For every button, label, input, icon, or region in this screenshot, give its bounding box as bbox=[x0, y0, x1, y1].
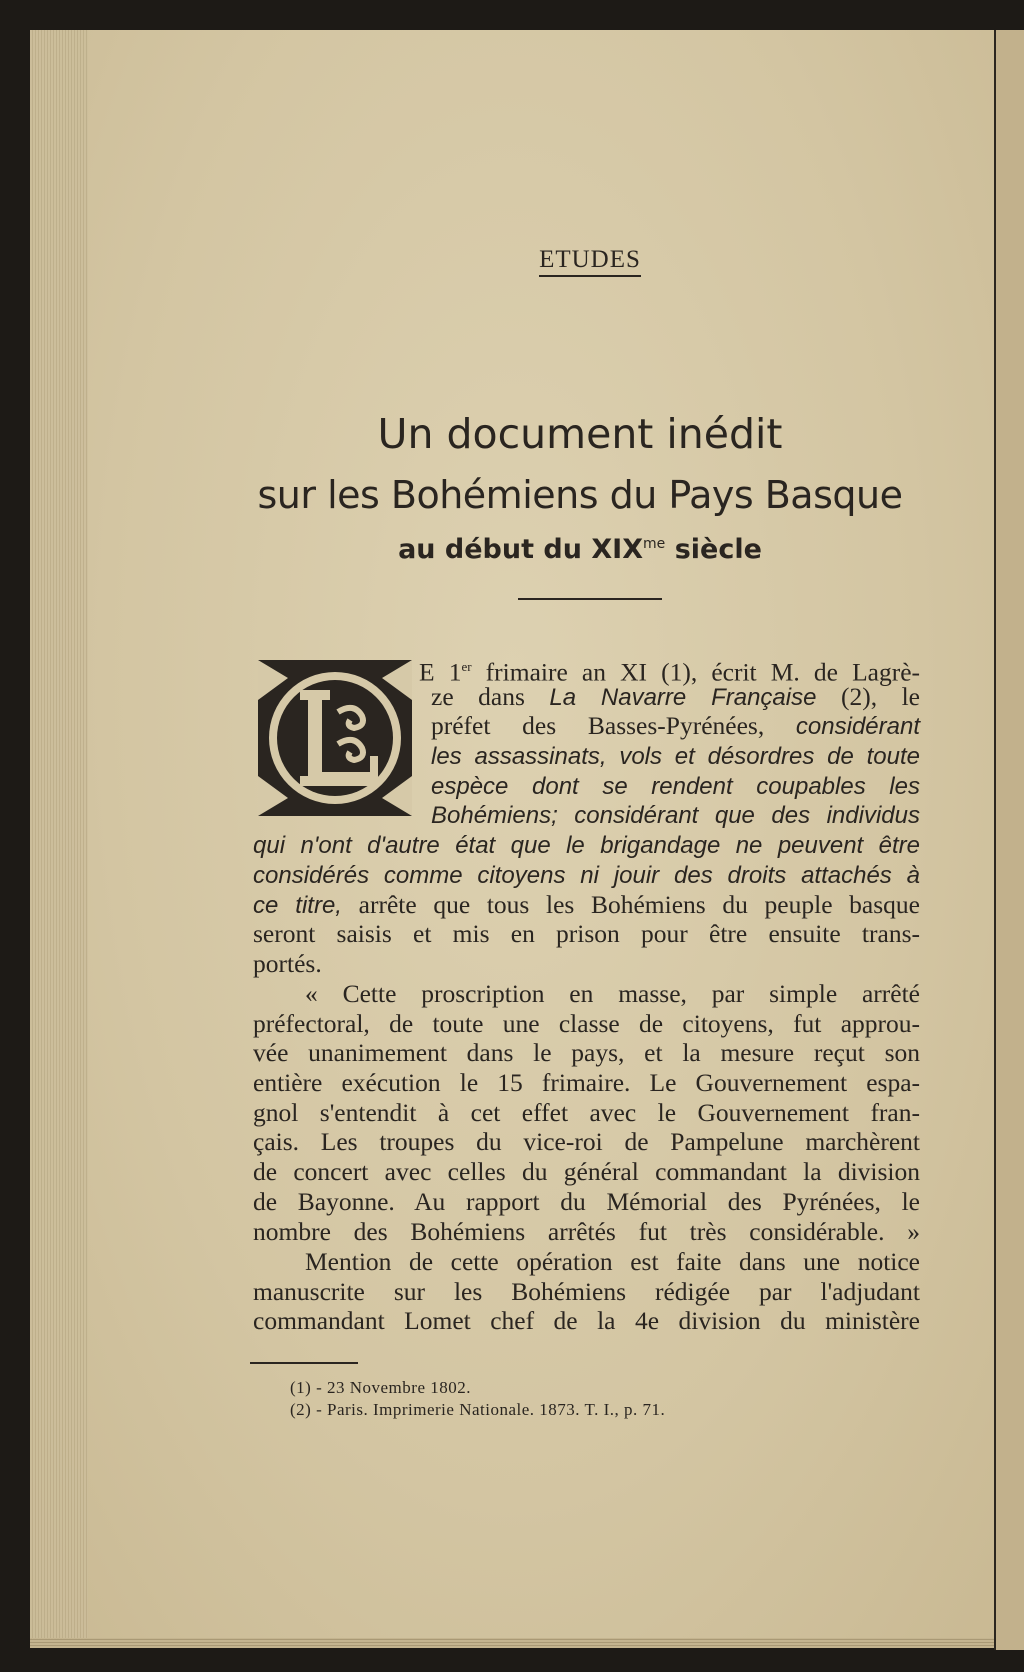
title-line-2: sur les Bohémiens du Pays Basque bbox=[257, 473, 903, 517]
text-line: de concert avec celles du général commandant la division bbox=[253, 1157, 920, 1187]
text-line: nombre des Bohémiens arrêtés fut très considérable. » bbox=[253, 1216, 920, 1246]
section-heading-text: ETUDES bbox=[539, 246, 641, 277]
title-line-1: Un document inédit bbox=[377, 410, 783, 458]
title-superscript: me bbox=[643, 536, 666, 552]
text-line: manuscrite sur les Bohémiens rédigée par l'adjudant bbox=[253, 1276, 920, 1306]
text: arrête que tous les Bohémiens du peuple basque bbox=[341, 889, 920, 919]
text-line: de Bayonne. Au rapport du Mémorial des Pyrénées, le bbox=[253, 1186, 920, 1216]
footnote-divider bbox=[250, 1362, 358, 1364]
italic-text: qui n'ont d'autre état que le brigandage ne peuvent être bbox=[253, 832, 920, 860]
text-line bbox=[431, 800, 920, 830]
text: portés. bbox=[253, 948, 322, 978]
text-line bbox=[253, 830, 920, 860]
page-bottom-edge bbox=[30, 1638, 996, 1648]
title-line-3-end: siècle bbox=[665, 534, 762, 565]
text: frimaire an XI (1), écrit M. de Lagrè- bbox=[471, 657, 921, 687]
text: seront saisis et mis en prison pour être ensuite trans- bbox=[253, 919, 920, 949]
text-line: préfectoral, de toute une classe de citoyens, fut approu- bbox=[253, 1008, 920, 1038]
footnote-1: (1) - 23 Novembre 1802. bbox=[290, 1378, 471, 1397]
italic-text: espèce dont se rendent coupables les bbox=[431, 772, 920, 800]
text-line: vée unanimement dans le pays, et la mesure reçut son bbox=[253, 1038, 920, 1068]
text-line: çais. Les troupes du vice-roi de Pampelune marchèrent bbox=[253, 1127, 920, 1157]
paragraph-2 bbox=[253, 979, 920, 1246]
paragraph-3 bbox=[253, 1247, 920, 1336]
text-line bbox=[253, 860, 920, 890]
italic-text: considérant bbox=[795, 713, 920, 741]
paragraph-1 bbox=[253, 652, 920, 979]
text-line bbox=[431, 771, 920, 801]
italic-text: les assassinats, vols et désordres de toute bbox=[431, 743, 920, 771]
title-line-3 bbox=[230, 534, 930, 565]
italic-text: ce titre, bbox=[253, 891, 342, 919]
text-line bbox=[431, 711, 920, 741]
text: ze dans bbox=[431, 681, 550, 711]
text-line bbox=[431, 741, 920, 771]
text-line bbox=[431, 682, 920, 712]
text: E 1 bbox=[419, 657, 462, 687]
section-heading bbox=[0, 246, 1024, 274]
superscript: er bbox=[461, 659, 472, 674]
text: (2), le bbox=[816, 681, 920, 711]
text-line bbox=[253, 919, 920, 949]
text-line bbox=[253, 949, 920, 979]
text-line: « Cette proscription en masse, par simple arrêté bbox=[305, 979, 920, 1008]
text-line: gnol s'entendit à cet effet avec le Gouvernement fran- bbox=[253, 1097, 920, 1127]
italic-text: Bohémiens; considérant que des individus bbox=[431, 802, 920, 830]
title-line-3-text: au début du XIX bbox=[398, 534, 644, 565]
footnote-2: (2) - Paris. Imprimerie Nationale. 1873. T. I., p. 71. bbox=[290, 1400, 666, 1419]
text-line bbox=[419, 652, 921, 687]
text-line bbox=[253, 890, 920, 920]
italic-text: La Navarre Française bbox=[549, 683, 817, 711]
italic-text: considérés comme citoyens ni jouir des droits attachés à bbox=[253, 861, 920, 889]
text-line: Mention de cette opération est faite dans une notice bbox=[305, 1247, 920, 1276]
text-line: entière exécution le 15 frimaire. Le Gouvernement espa- bbox=[253, 1068, 920, 1098]
text-line: commandant Lomet chef de la 4e division du ministère bbox=[253, 1306, 920, 1336]
text: préfet des Basses-Pyrénées, bbox=[431, 711, 796, 741]
title-divider bbox=[518, 598, 662, 600]
